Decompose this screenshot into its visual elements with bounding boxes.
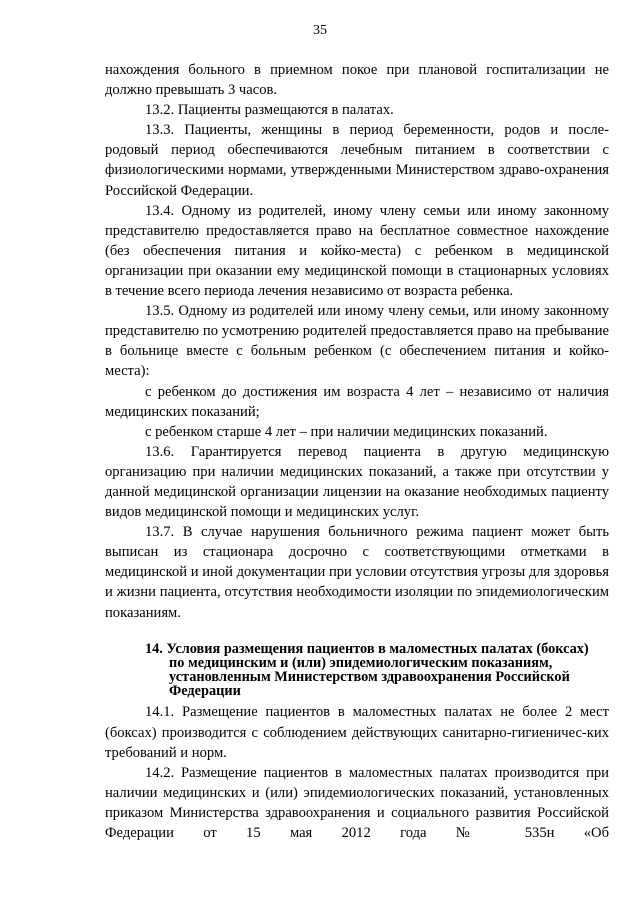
section-14-heading-line: 14. Условия размещения пациентов в маломестных палатах (боксах) <box>145 640 589 657</box>
paragraph-14-1: 14.1. Размещение пациентов в маломестных палатах не более 2 мест (боксах) производится с соблюдением действующих санитарно-гигиеничес-ких требований и норм. <box>105 704 609 761</box>
paragraph-14-2: 14.2. Размещение пациентов в маломестных палатах производится при наличии медицинских и (или) эпидемиологических показаний, установленных приказом Министерства здравоохранения и социального развития Российской Федерации от 15 мая 2012 года № 535н «Об <box>105 764 609 841</box>
paragraph-continuation: нахождения больного в приемном покое при плановой госпитализации не должно превышать 3 часов. <box>105 62 609 99</box>
section-14-heading-line: установленным Министерством здравоохранения Российской <box>169 669 570 686</box>
paragraph-13-5: 13.5. Одному из родителей или иному члену семьи, или иному законному представителю по усмотрению родителей предоставляется право на пребывание в больнице вместе с больным ребенком (с обеспечением питания и койко-места): <box>105 303 609 380</box>
document-body <box>105 60 609 843</box>
paragraph-13-6: 13.6. Гарантируется перевод пациента в другую медицинскую организацию при наличии медицинских показаний, а также при отсутствии у данной медицинской организации лицензии на оказание необходимых пациенту видов медицинской помощи и медицинских услуг. <box>105 443 609 521</box>
paragraph-13-3: 13.3. Пациенты, женщины в период беременности, родов и после-родовый период обеспечиваются лечебным питанием в соответствии с физиологическими нормами, утвержденными Министерством здраво-охранения Российской Федерации. <box>105 122 609 199</box>
paragraph-13-5-item-b: с ребенком старше 4 лет – при наличии медицинских показаний. <box>145 423 548 440</box>
paragraph-13-2: 13.2. Пациенты размещаются в палатах. <box>145 102 394 119</box>
paragraph-13-7: 13.7. В случае нарушения больничного режима пациент может быть выписан из стационара досрочно с соответствующими отметками в медицинской и иной документации при условии отсутствия угрозы для здоровья и жизни пациента, отсутствия необходимости изоляции по эпидемиологическим показаниям. <box>105 524 609 621</box>
section-14-heading-line: по медицинским и (или) эпидемиологическим показаниям, <box>169 654 553 671</box>
paragraph-13-5-item-a: с ребенком до достижения им возраста 4 лет – независимо от наличия медицинских показаний; <box>105 383 609 420</box>
section-14-heading <box>105 642 609 699</box>
paragraph-13-4: 13.4. Одному из родителей, иному члену семьи или иному законному представителю предоставляется право на бесплатное совместное нахождение (без обеспечения питания и койко-места) с ребенком в медицинской организации при оказании ему медицинской помощи в стационарных условиях в течение всего периода лечения независимо от возраста ребенка. <box>105 202 609 300</box>
page-number: 35 <box>313 23 327 38</box>
section-14-heading-line: Федерации <box>169 683 241 700</box>
